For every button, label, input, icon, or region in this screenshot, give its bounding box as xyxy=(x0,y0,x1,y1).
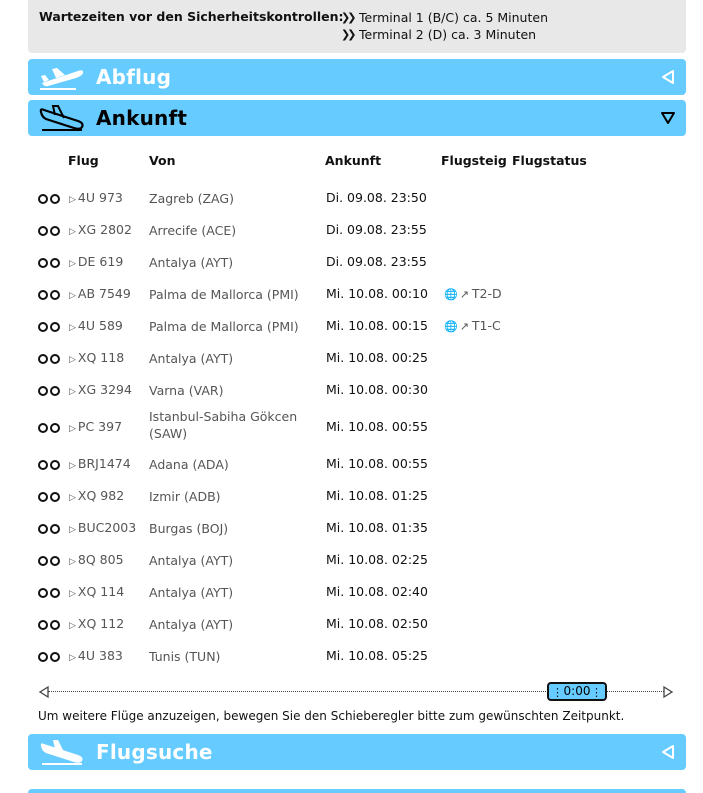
arrival-time-cell: Mi. 10.08. 00:55 xyxy=(326,419,428,434)
wait-times-list xyxy=(341,9,548,43)
favorite-toggle-icons[interactable] xyxy=(38,554,63,566)
circle-icon[interactable] xyxy=(50,423,60,433)
circle-icon[interactable] xyxy=(50,226,60,236)
column-header-arrival[interactable]: Ankunft xyxy=(325,153,382,168)
table-row[interactable] xyxy=(28,342,686,374)
wait-time-item: ❯❯ Terminal 1 (B/C) ca. 5 Minuten xyxy=(341,10,548,25)
circle-icon[interactable] xyxy=(50,588,60,598)
globe-icon: 🌐 xyxy=(444,320,458,333)
slider-left-arrow-icon[interactable] xyxy=(38,685,50,699)
arrival-time-cell: Di. 09.08. 23:50 xyxy=(326,190,427,205)
flight-number-link[interactable]: ▷ AB 7549 xyxy=(69,286,131,301)
arrival-time-cell: Mi. 10.08. 02:25 xyxy=(326,552,428,567)
column-header-from[interactable]: Von xyxy=(149,153,176,168)
flight-search-title: Flugsuche xyxy=(96,740,213,764)
triangle-right-icon: ▷ xyxy=(69,195,76,205)
table-row[interactable] xyxy=(28,640,686,672)
arrival-time-cell: Mi. 10.08. 00:15 xyxy=(326,318,428,333)
arrival-time-cell: Mi. 10.08. 01:35 xyxy=(326,520,428,535)
table-row[interactable] xyxy=(28,310,686,342)
favorite-toggle-icons[interactable] xyxy=(38,586,63,598)
table-row[interactable] xyxy=(28,278,686,310)
triangle-right-icon: ▷ xyxy=(69,424,76,434)
table-row[interactable] xyxy=(28,214,686,246)
flight-number-link[interactable]: ▷ XG 3294 xyxy=(69,382,132,397)
circle-icon[interactable] xyxy=(50,354,60,364)
origin-cell: Varna (VAR) xyxy=(149,383,224,398)
circle-icon[interactable] xyxy=(50,492,60,502)
circle-icon[interactable] xyxy=(50,194,60,204)
arrival-time-cell: Mi. 10.08. 00:30 xyxy=(326,382,428,397)
column-header-status[interactable]: Flugstatus xyxy=(512,153,587,168)
double-chevron-icon: ❯❯ xyxy=(341,11,354,24)
table-row[interactable] xyxy=(28,448,686,480)
circle-icon[interactable] xyxy=(38,620,48,630)
arrow-up-right-icon: ↗ xyxy=(459,288,469,301)
circle-icon[interactable] xyxy=(38,258,48,268)
circle-icon[interactable] xyxy=(50,460,60,470)
circle-icon[interactable] xyxy=(50,524,60,534)
flight-number-link[interactable]: ▷ 4U 589 xyxy=(69,318,123,333)
triangle-right-icon: ▷ xyxy=(69,323,76,333)
collapse-arrow-left-icon[interactable] xyxy=(660,744,676,760)
circle-icon[interactable] xyxy=(38,492,48,502)
gate-cell: 🌐 ↗ T2-D xyxy=(444,286,502,301)
triangle-right-icon: ▷ xyxy=(69,355,76,365)
triangle-right-icon: ▷ xyxy=(69,227,76,237)
favorite-toggle-icons[interactable] xyxy=(38,650,63,662)
column-header-flight[interactable]: Flug xyxy=(68,153,99,168)
circle-icon[interactable] xyxy=(50,386,60,396)
triangle-right-icon: ▷ xyxy=(69,259,76,269)
favorite-toggle-icons[interactable] xyxy=(38,224,63,236)
flight-number-link[interactable]: ▷ XQ 118 xyxy=(69,350,125,365)
circle-icon[interactable] xyxy=(38,290,48,300)
plane-takeoff-icon xyxy=(38,63,86,91)
favorite-toggle-icons[interactable] xyxy=(38,522,63,534)
triangle-right-icon: ▷ xyxy=(69,589,76,599)
plane-landing-icon xyxy=(38,738,86,766)
circle-icon[interactable] xyxy=(38,588,48,598)
favorite-toggle-icons[interactable] xyxy=(38,256,63,268)
plane-landing-icon xyxy=(38,104,86,132)
triangle-right-icon: ▷ xyxy=(69,387,76,397)
circle-icon[interactable] xyxy=(38,226,48,236)
origin-cell: Antalya (AYT) xyxy=(149,617,234,632)
circle-icon[interactable] xyxy=(50,258,60,268)
triangle-right-icon: ▷ xyxy=(69,291,76,301)
arrival-time-cell: Mi. 10.08. 05:25 xyxy=(326,648,428,663)
gate-cell: 🌐 ↗ T1-C xyxy=(444,318,501,333)
circle-icon[interactable] xyxy=(50,322,60,332)
arrivals-title: Ankunft xyxy=(96,106,188,130)
grip-icon: ⋮ xyxy=(552,686,563,699)
flight-number-link[interactable]: ▷ XQ 114 xyxy=(69,584,125,599)
table-row[interactable] xyxy=(28,480,686,512)
table-row[interactable] xyxy=(28,608,686,640)
flight-number-link[interactable]: ▷ BUC2003 xyxy=(69,520,137,535)
circle-icon[interactable] xyxy=(38,194,48,204)
flight-number-link[interactable]: ▷ XG 2802 xyxy=(69,222,132,237)
triangle-right-icon: ▷ xyxy=(69,525,76,535)
wait-times-title: Wartezeiten vor den Sicherheitskontrollen: xyxy=(39,9,344,24)
wait-time-item: ❯❯ Terminal 2 (D) ca. 3 Minuten xyxy=(341,27,537,42)
expand-arrow-down-icon[interactable] xyxy=(660,110,676,126)
table-row[interactable] xyxy=(28,576,686,608)
arrival-time-cell: Mi. 10.08. 00:25 xyxy=(326,350,428,365)
origin-cell: Burgas (BOJ) xyxy=(149,521,229,536)
circle-icon[interactable] xyxy=(38,524,48,534)
grip-icon: ⋮ xyxy=(591,686,602,699)
favorite-toggle-icons[interactable] xyxy=(38,490,63,502)
triangle-right-icon: ▷ xyxy=(69,653,76,663)
flight-number-link[interactable]: ▷ XQ 982 xyxy=(69,488,125,503)
origin-cell: Tunis (TUN) xyxy=(149,649,221,664)
origin-cell: Arrecife (ACE) xyxy=(149,223,237,238)
departures-title: Abflug xyxy=(96,65,172,89)
circle-icon[interactable] xyxy=(38,354,48,364)
circle-icon[interactable] xyxy=(38,460,48,470)
favorite-toggle-icons[interactable] xyxy=(38,192,63,204)
circle-icon[interactable] xyxy=(50,620,60,630)
triangle-right-icon: ▷ xyxy=(69,493,76,503)
table-row[interactable] xyxy=(28,406,686,448)
arrival-time-cell: Mi. 10.08. 00:10 xyxy=(326,286,428,301)
departures-section-header[interactable] xyxy=(28,59,686,95)
triangle-right-icon: ▷ xyxy=(69,461,76,471)
flight-search-section-header[interactable] xyxy=(28,734,686,770)
flight-number-link[interactable]: ▷ BRJ1474 xyxy=(69,456,131,471)
circle-icon[interactable] xyxy=(50,652,60,662)
table-row[interactable] xyxy=(28,246,686,278)
origin-cell: Zagreb (ZAG) xyxy=(149,191,234,206)
security-wait-times xyxy=(28,0,686,53)
flight-number-link[interactable]: ▷ 4U 383 xyxy=(69,648,123,663)
favorite-toggle-icons[interactable] xyxy=(38,288,63,300)
arrow-up-right-icon: ↗ xyxy=(459,320,469,333)
next-section-header[interactable] xyxy=(28,789,686,793)
favorite-toggle-icons[interactable] xyxy=(38,320,63,332)
origin-cell: Antalya (AYT) xyxy=(149,255,234,270)
favorite-toggle-icons[interactable] xyxy=(38,384,63,396)
arrivals-section-header[interactable] xyxy=(28,100,686,136)
flight-number-link[interactable]: ▷ 4U 973 xyxy=(69,190,123,205)
flight-number-link[interactable]: ▷ DE 619 xyxy=(69,254,124,269)
origin-cell: Antalya (AYT) xyxy=(149,585,234,600)
origin-cell: Izmir (ADB) xyxy=(149,489,221,504)
table-row[interactable] xyxy=(28,544,686,576)
slider-hint-text: Um weitere Flüge anzuzeigen, bewegen Sie den Schieberegler bitte zum gewünschten Zeitpunkt. xyxy=(38,709,625,723)
circle-icon[interactable] xyxy=(50,290,60,300)
slider-value: 0:00 xyxy=(563,684,591,698)
arrival-time-cell: Mi. 10.08. 01:25 xyxy=(326,488,428,503)
favorite-toggle-icons[interactable] xyxy=(38,421,63,433)
table-row[interactable] xyxy=(28,182,686,214)
flight-number-link[interactable]: ▷ 8Q 805 xyxy=(69,552,124,567)
arrival-time-cell: Mi. 10.08. 00:55 xyxy=(326,456,428,471)
flight-number-link[interactable]: ▷ XQ 112 xyxy=(69,616,125,631)
triangle-right-icon: ▷ xyxy=(69,621,76,631)
favorite-toggle-icons[interactable] xyxy=(38,352,63,364)
slider-handle[interactable] xyxy=(547,682,607,701)
origin-cell: Adana (ADA) xyxy=(149,457,229,472)
globe-icon: 🌐 xyxy=(444,288,458,301)
origin-cell: Antalya (AYT) xyxy=(149,351,234,366)
favorite-toggle-icons[interactable] xyxy=(38,618,63,630)
triangle-right-icon: ▷ xyxy=(69,557,76,567)
circle-icon[interactable] xyxy=(50,556,60,566)
origin-cell: Palma de Mallorca (PMI) xyxy=(149,287,299,302)
origin-cell: Palma de Mallorca (PMI) xyxy=(149,319,299,334)
arrival-time-cell: Mi. 10.08. 02:40 xyxy=(326,584,428,599)
circle-icon[interactable] xyxy=(38,386,48,396)
collapse-arrow-left-icon[interactable] xyxy=(660,69,676,85)
slider-right-arrow-icon[interactable] xyxy=(662,685,674,699)
origin-cell: Antalya (AYT) xyxy=(149,553,234,568)
table-row[interactable] xyxy=(28,512,686,544)
column-header-gate[interactable]: Flugsteig xyxy=(441,153,507,168)
favorite-toggle-icons[interactable] xyxy=(38,458,63,470)
flight-number-link[interactable]: ▷ PC 397 xyxy=(69,419,123,434)
arrival-time-cell: Di. 09.08. 23:55 xyxy=(326,254,427,269)
circle-icon[interactable] xyxy=(38,322,48,332)
circle-icon[interactable] xyxy=(38,556,48,566)
time-slider[interactable] xyxy=(38,684,674,700)
arrival-time-cell: Mi. 10.08. 02:50 xyxy=(326,616,428,631)
origin-cell: Istanbul-Sabiha Gökcen (SAW) xyxy=(149,409,298,441)
circle-icon[interactable] xyxy=(38,423,48,433)
arrival-time-cell: Di. 09.08. 23:55 xyxy=(326,222,427,237)
double-chevron-icon: ❯❯ xyxy=(341,28,354,41)
circle-icon[interactable] xyxy=(38,652,48,662)
table-row[interactable] xyxy=(28,374,686,406)
